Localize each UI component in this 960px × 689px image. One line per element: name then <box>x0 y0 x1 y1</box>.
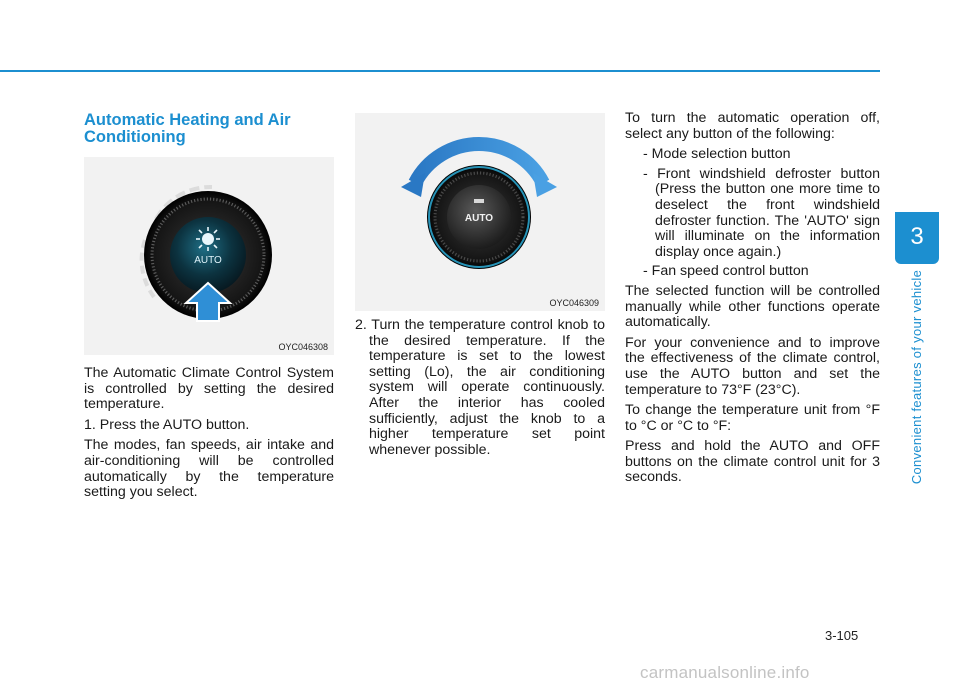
figure-code: OYC046309 <box>549 298 599 308</box>
figure-temperature-knob <box>355 113 605 311</box>
chapter-tab[interactable]: 3 <box>895 212 939 264</box>
list-item: - Mode selection button <box>643 146 791 163</box>
page-number: 3-105 <box>825 628 859 643</box>
paragraph: Press and hold the AUTO and OFF buttons on the climate control unit for 3 seconds. <box>625 438 880 486</box>
paragraph: The modes, fan speeds, air intake and air-conditioning will be controlled automatically by the temperature setting you select. <box>84 437 334 501</box>
list-item: - Fan speed control button <box>643 263 809 280</box>
step-1: 1. Press the AUTO button. <box>84 416 250 433</box>
paragraph: The selected function will be controlled manually while other functions operate automatically. <box>625 282 880 331</box>
paragraph: For your convenience and to improve the effectiveness of the climate control, use the AUTO button and set the temperature to 73°F (23°C). <box>625 334 880 398</box>
chapter-title: Convenient features of your vehicle <box>909 269 924 485</box>
section-title: Automatic Heating and Air Conditioning <box>84 111 291 146</box>
step-2: 2. Turn the temperature control knob to the desired temperature. If the temperature is set to the lowest setting (Lo), the air conditioning system will operate continuously. After the interior has cooled sufficiently, adjust the knob to a higher temperature set point whenever possible. <box>355 317 605 458</box>
sun-burst-icon <box>196 227 220 251</box>
temperature-knob-illustration <box>355 113 605 311</box>
paragraph: To change the temperature unit from °F to °C or °C to °F: <box>625 402 880 434</box>
text-column-3 <box>625 111 880 491</box>
paragraph: To turn the automatic operation off, select any button of the following: <box>625 110 880 142</box>
auto-knob-illustration <box>84 157 334 355</box>
knob-auto-label: AUTO <box>464 213 494 224</box>
text-column-1 <box>84 366 334 506</box>
knob-auto-label: AUTO <box>194 255 222 266</box>
watermark[interactable]: carmanualsonline.info <box>640 663 810 682</box>
list-item: - Front windshield defroster button (Press the button one more time to deselect the front windshield defroster function. The 'AUTO' sign will illuminate on the information display once again.) <box>643 165 880 260</box>
header-rule <box>0 70 880 72</box>
paragraph: The Automatic Climate Control System is controlled by setting the desired temperature. <box>84 365 334 413</box>
figure-auto-button <box>84 157 334 355</box>
text-column-2 <box>355 318 605 463</box>
figure-code: OYC046308 <box>278 342 328 352</box>
